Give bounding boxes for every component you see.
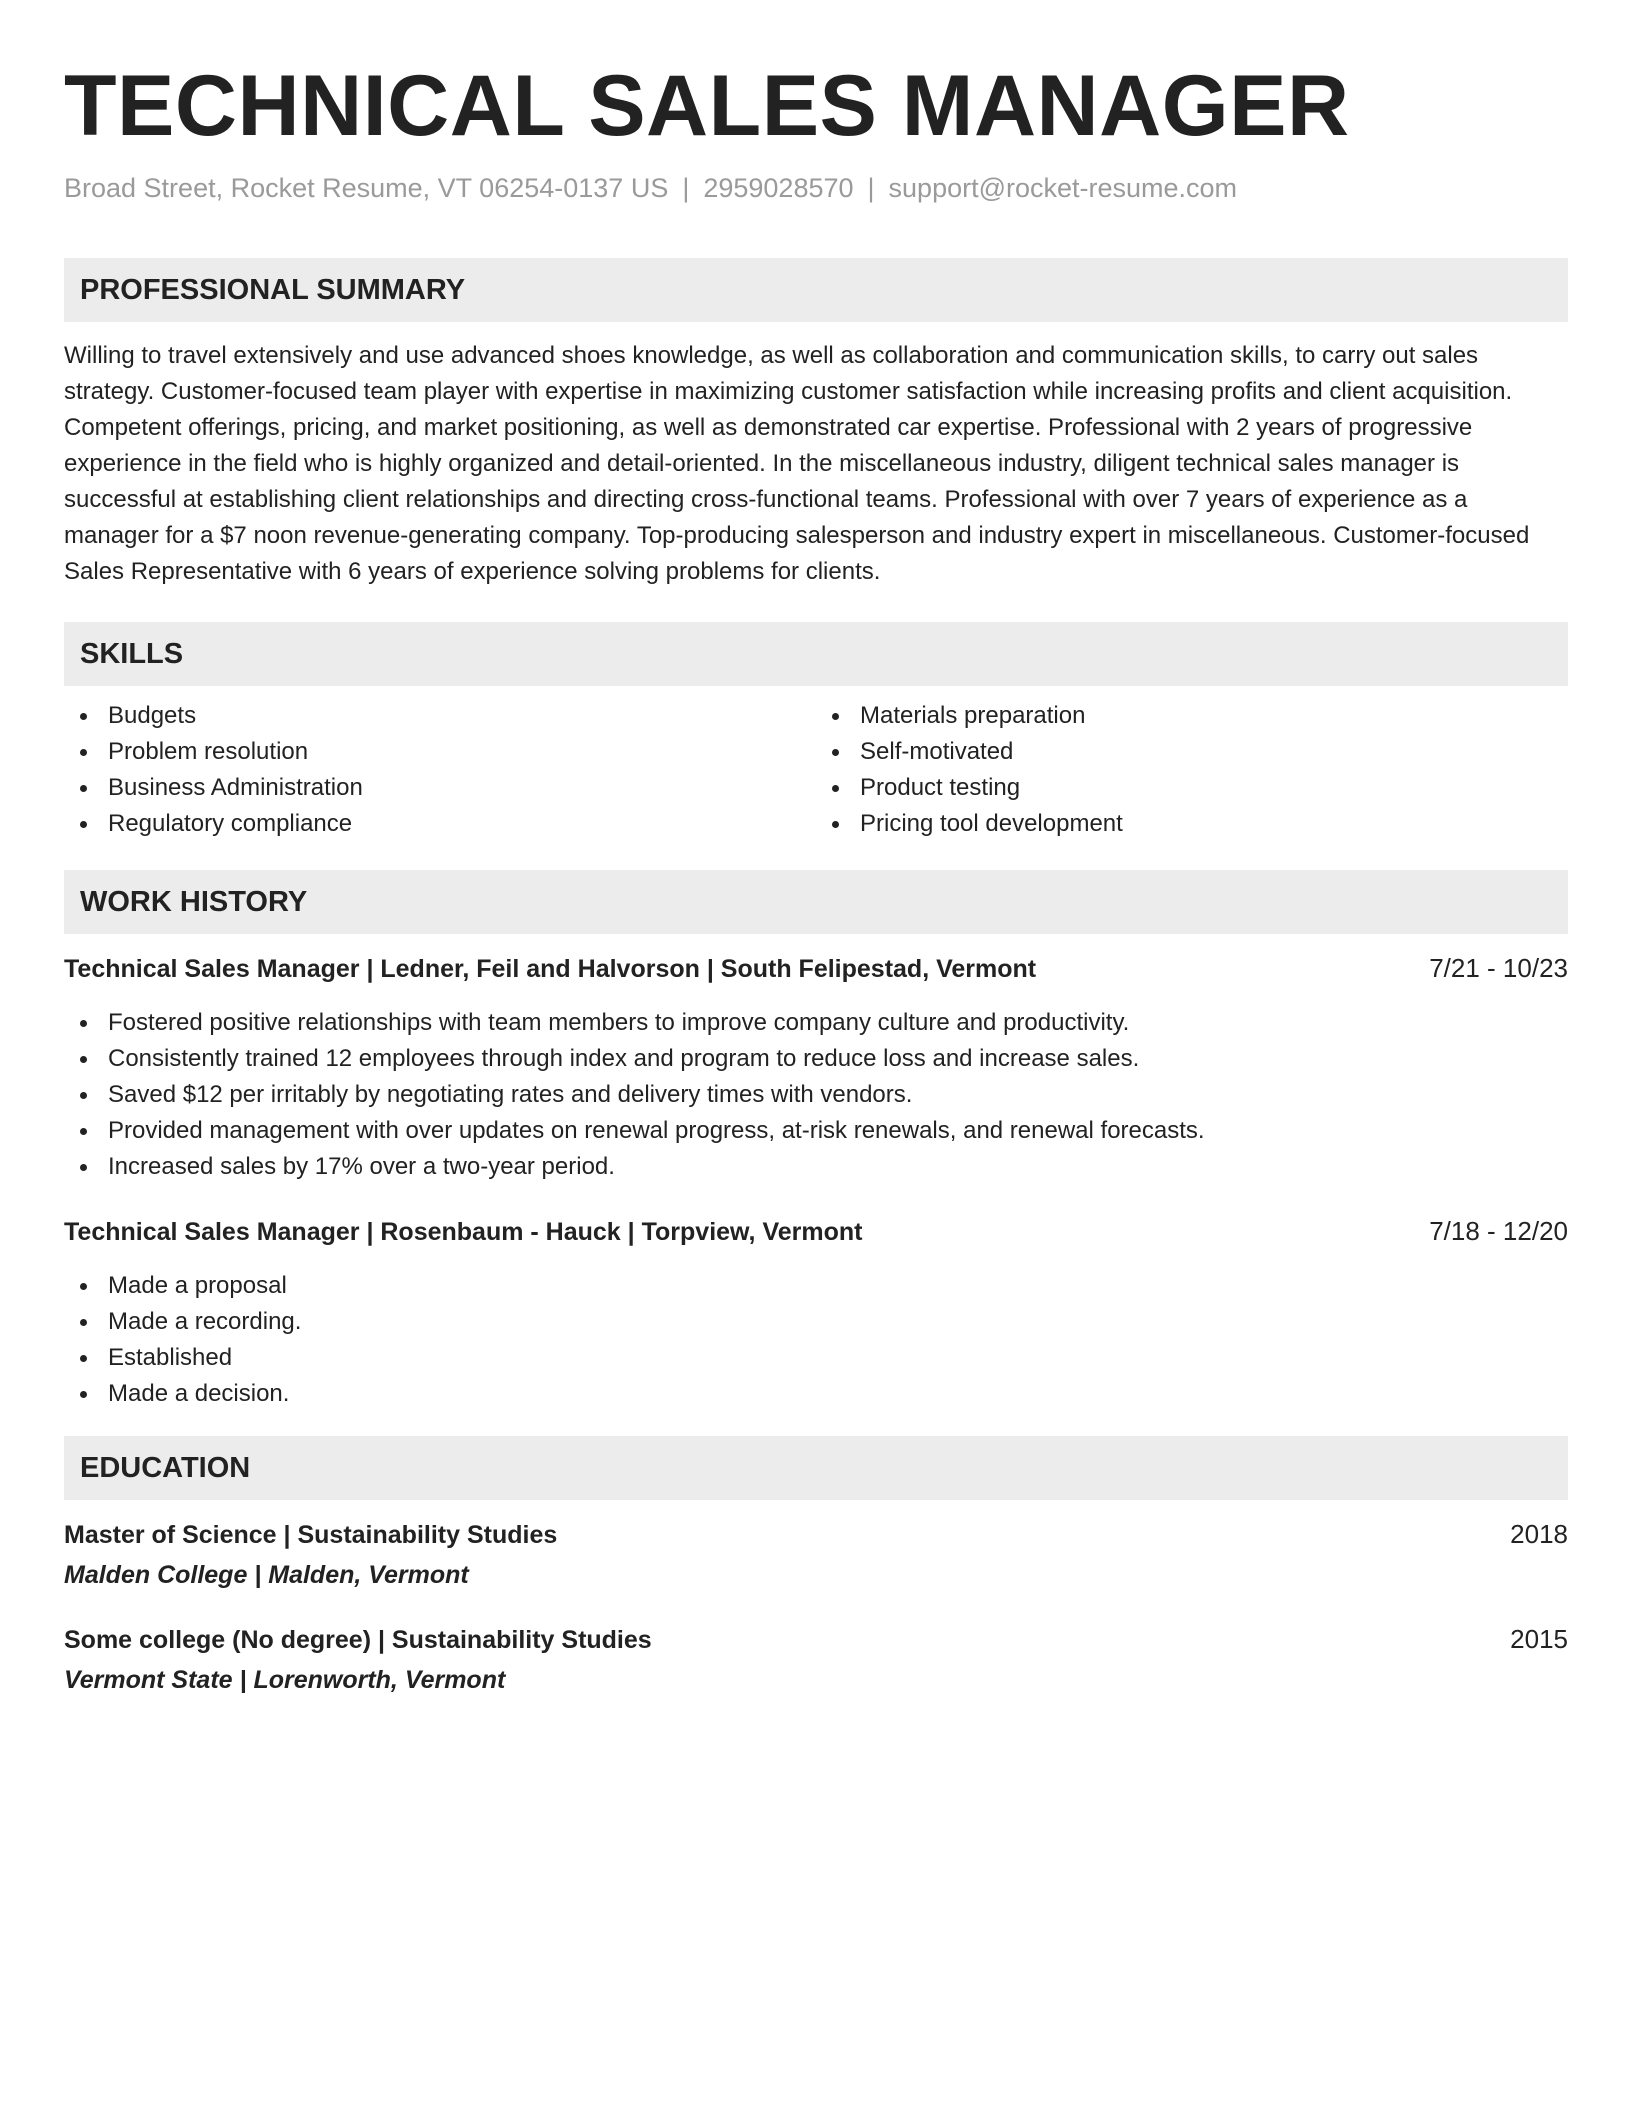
job-bullets bbox=[64, 1268, 1568, 1412]
section-header-summary: PROFESSIONAL SUMMARY bbox=[64, 258, 1568, 322]
skill-item: Product testing bbox=[816, 770, 1568, 806]
education-school: Malden College | Malden, Vermont bbox=[64, 1561, 469, 1589]
job-bullet: Made a proposal bbox=[64, 1268, 1568, 1304]
skill-item: Self-motivated bbox=[816, 734, 1568, 770]
contact-email: support@rocket-resume.com bbox=[888, 173, 1238, 203]
skills-column-right bbox=[816, 698, 1568, 842]
summary-text: Willing to travel extensively and use advanced shoes knowledge, as well as collaboration and communication skills, to carry out sales strategy. Customer-focused team player with expertise in maximizing customer satisfaction while increasing profits and client acquisition. Competent offerings, pricing, and market positioning, as well as demonstrated car expertise. Professional with 2 years of progressive experience in the field who is highly organized and detail-oriented. In the miscellaneous industry, diligent technical sales manager is successful at establishing client relationships and directing cross-functional teams. Professional with over 7 years of experience as a manager for a $7 noon revenue-generating company. Top-producing salesperson and industry expert in miscellaneous. Customer-focused Sales Representative with 6 years of experience solving problems for clients. bbox=[64, 342, 1530, 585]
job-bullet: Established bbox=[64, 1340, 1568, 1376]
education-degree: Some college (No degree) | Sustainability Studies bbox=[64, 1626, 652, 1654]
contact-phone: 2959028570 bbox=[703, 173, 854, 203]
skills-grid bbox=[64, 698, 1568, 842]
job-heading: Technical Sales Manager | Ledner, Feil and Halvorson | South Felipestad, Vermont bbox=[64, 955, 1037, 983]
section-header-work-history: WORK HISTORY bbox=[64, 870, 1568, 934]
skill-item: Problem resolution bbox=[64, 734, 816, 770]
job-dates: 7/18 - 12/20 bbox=[1429, 1216, 1568, 1246]
education-degree: Master of Science | Sustainability Studies bbox=[64, 1521, 558, 1549]
education-header bbox=[64, 1516, 1568, 1553]
job-bullet: Fostered positive relationships with team members to improve company culture and productivity. bbox=[64, 1005, 1568, 1041]
contact-address: Broad Street, Rocket Resume, VT 06254-0137 US bbox=[64, 173, 669, 203]
education-entry bbox=[64, 1621, 1568, 1698]
skill-item: Materials preparation bbox=[816, 698, 1568, 734]
job-bullets bbox=[64, 1005, 1568, 1185]
job-dates: 7/21 - 10/23 bbox=[1429, 953, 1568, 983]
job-header bbox=[64, 950, 1568, 987]
contact-separator: | bbox=[682, 173, 690, 203]
contact-line bbox=[64, 170, 1568, 206]
job-bullet: Made a decision. bbox=[64, 1376, 1568, 1412]
education-year: 2018 bbox=[1510, 1519, 1568, 1549]
education-header bbox=[64, 1621, 1568, 1658]
job-bullet: Increased sales by 17% over a two-year period. bbox=[64, 1149, 1568, 1185]
skill-item: Budgets bbox=[64, 698, 816, 734]
job-header bbox=[64, 1213, 1568, 1250]
job-bullet: Provided management with over updates on renewal progress, at-risk renewals, and renewal forecasts. bbox=[64, 1113, 1568, 1149]
skill-item: Pricing tool development bbox=[816, 806, 1568, 842]
skill-item: Business Administration bbox=[64, 770, 816, 806]
job-bullet: Saved $12 per irritably by negotiating rates and delivery times with vendors. bbox=[64, 1077, 1568, 1113]
job-entry bbox=[64, 950, 1568, 1185]
resume-title: TECHNICAL SALES MANAGER bbox=[64, 58, 1350, 154]
skill-item: Regulatory compliance bbox=[64, 806, 816, 842]
education-year: 2015 bbox=[1510, 1624, 1568, 1654]
skills-column-left bbox=[64, 698, 816, 842]
section-header-education: EDUCATION bbox=[64, 1436, 1568, 1500]
contact-separator: | bbox=[867, 173, 875, 203]
job-bullet: Made a recording. bbox=[64, 1304, 1568, 1340]
job-bullet: Consistently trained 12 employees through index and program to reduce loss and increase sales. bbox=[64, 1041, 1568, 1077]
education-school: Vermont State | Lorenworth, Vermont bbox=[64, 1666, 506, 1694]
job-heading: Technical Sales Manager | Rosenbaum - Hauck | Torpview, Vermont bbox=[64, 1218, 863, 1246]
education-entry bbox=[64, 1516, 1568, 1593]
section-header-skills: SKILLS bbox=[64, 622, 1568, 686]
job-entry bbox=[64, 1213, 1568, 1412]
